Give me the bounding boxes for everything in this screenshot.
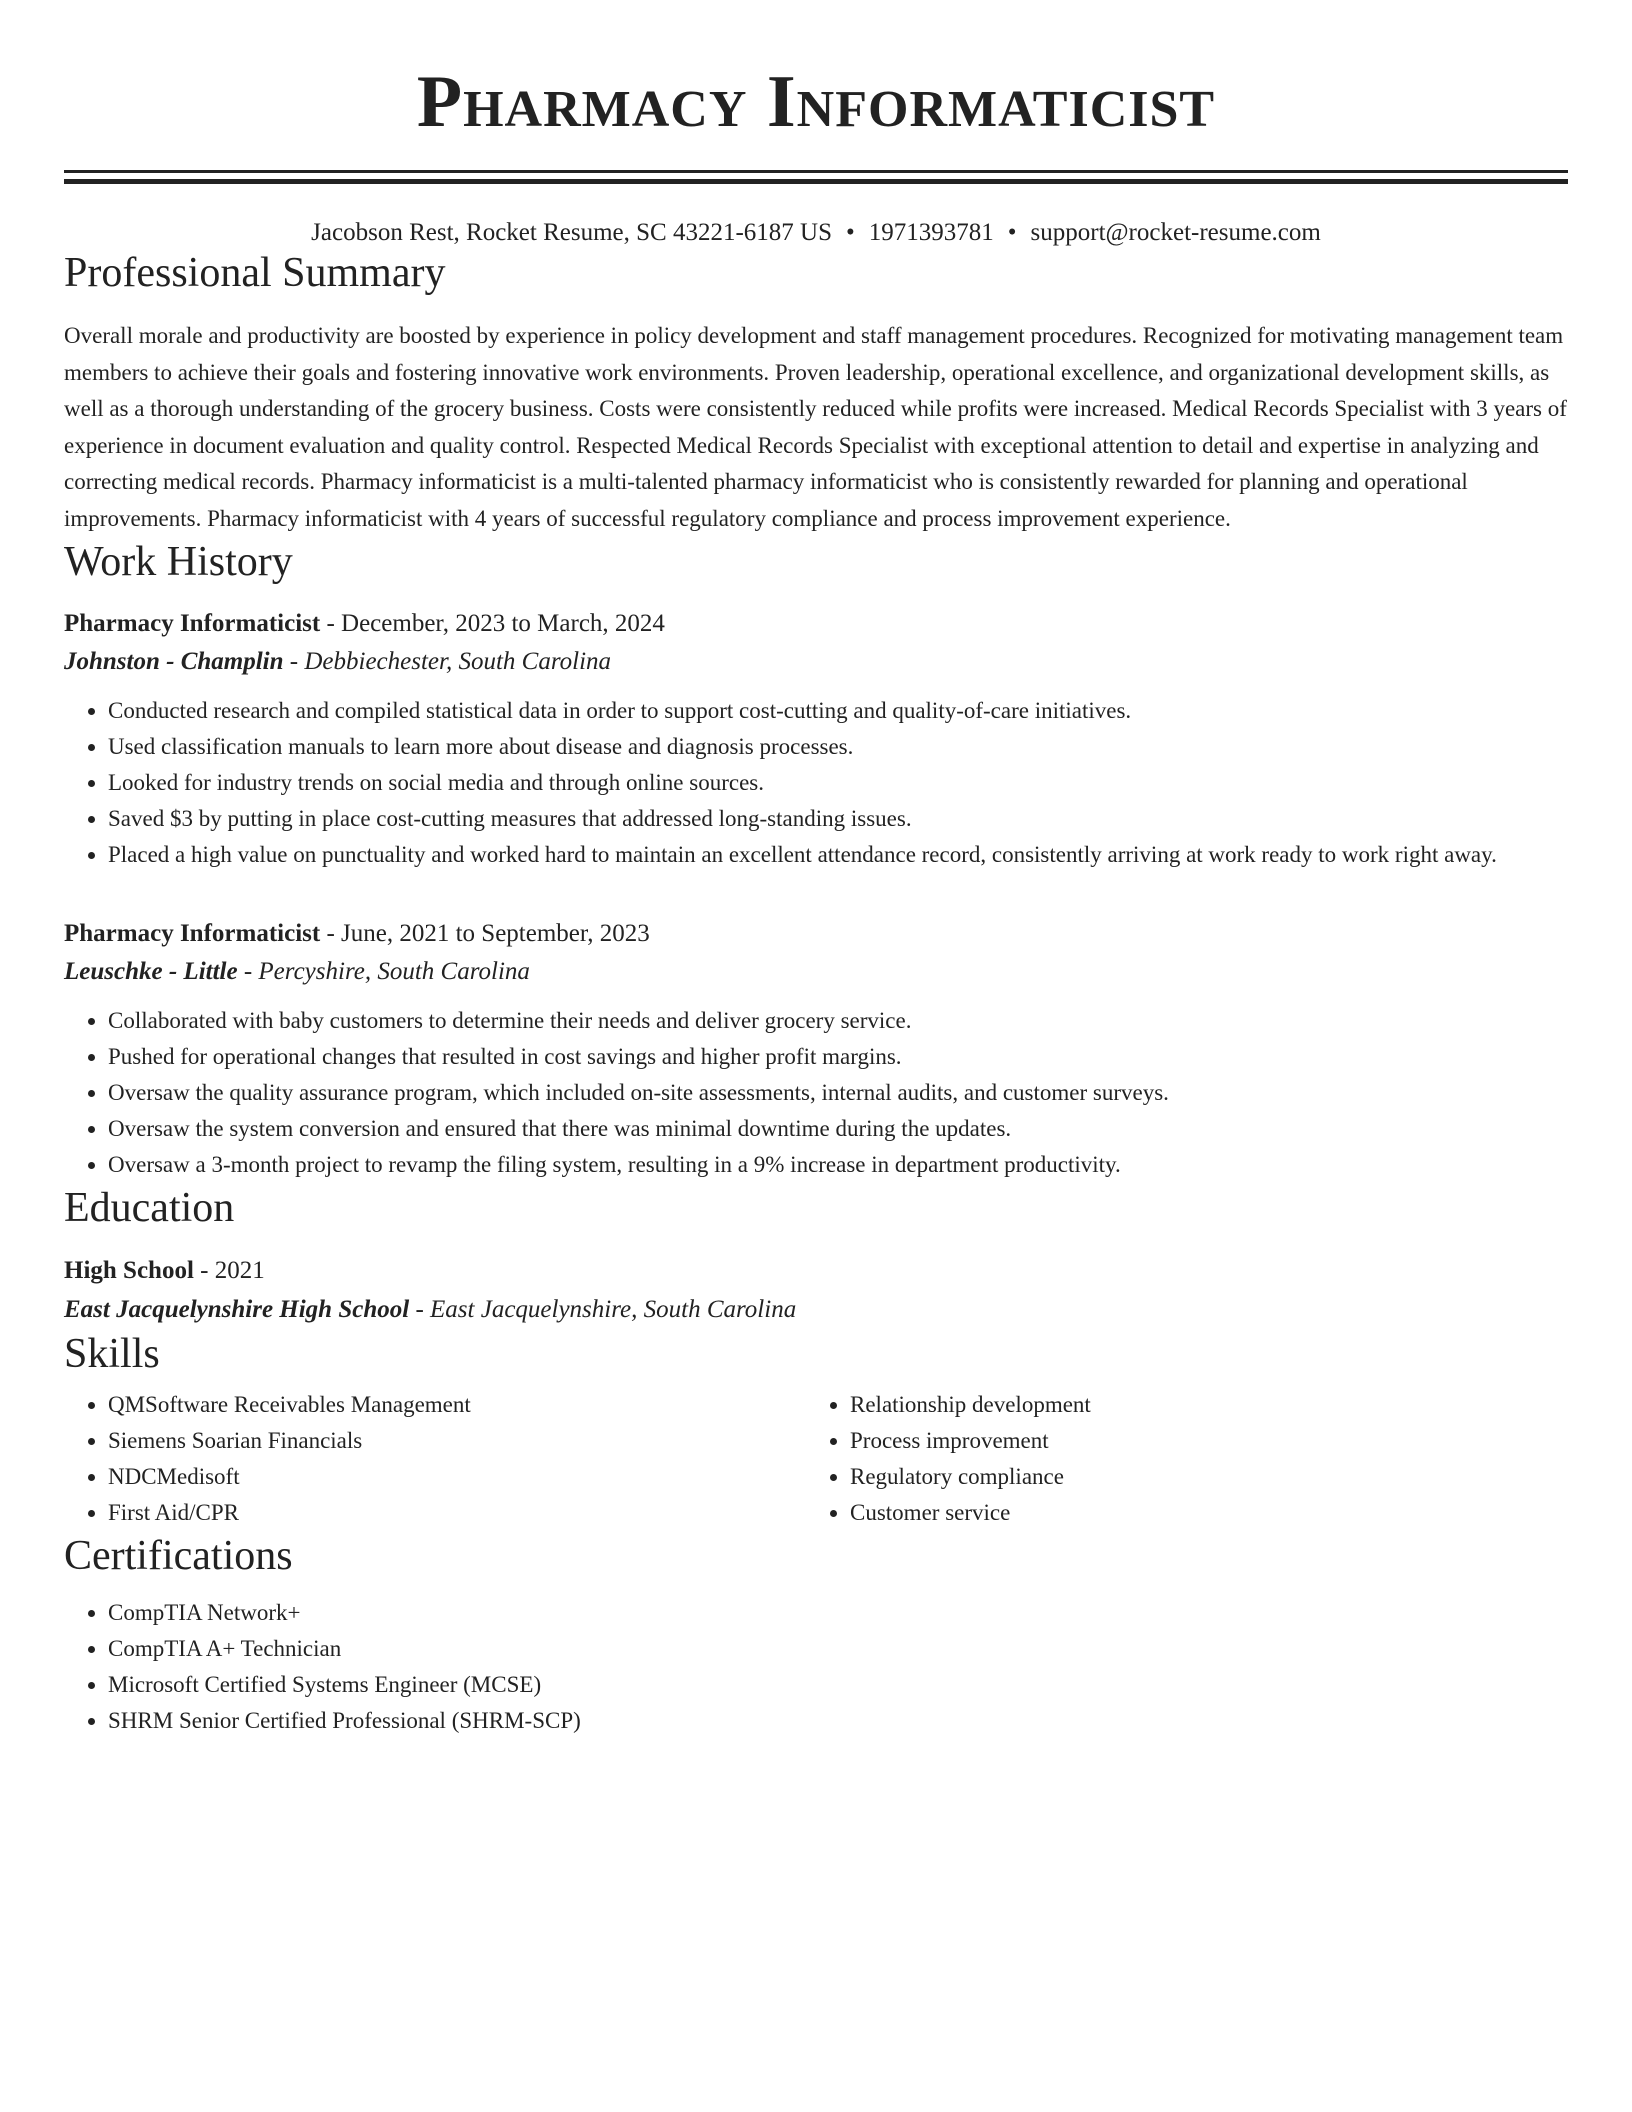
work-history-heading: Work History [64,539,293,585]
skill-item: • Customer service [850,1495,1548,1531]
contact-address: Jacobson Rest, Rocket Resume, SC 43221-6187 US [311,219,832,246]
job-dates: December, 2023 to March, 2024 [341,610,665,637]
job-company: Johnston - Champlin [64,648,284,675]
job-dash: - [320,920,342,947]
contact-separator: • [846,219,855,246]
summary-heading: Professional Summary [64,250,446,296]
education-heading: Education [64,1185,235,1231]
certification-item: • SHRM Senior Certified Professional (SHRM-SCP) [108,1703,1568,1739]
job-bullet: • Used classification manuals to learn more about disease and diagnosis processes. [108,729,1568,765]
certification-item: • CompTIA A+ Technician [108,1631,1568,1667]
certifications-heading: Certifications [64,1533,293,1579]
skill-item: • Relationship development [850,1387,1548,1423]
job-bullet: • Looked for industry trends on social media and through online sources. [108,765,1568,801]
certification-item: • Microsoft Certified Systems Engineer (MCSE) [108,1667,1568,1703]
skills-grid [64,1387,1568,1531]
skill-item: • Siemens Soarian Financials [108,1423,806,1459]
skill-item: • NDCMedisoft [108,1459,806,1495]
job-bullet-list [64,1003,1568,1183]
education-school-line [64,1290,1568,1329]
education-degree-line [64,1251,1568,1290]
contact-phone: 1971393781 [868,219,994,246]
job-title: Pharmacy Informaticist [64,610,321,637]
job-bullet: • Pushed for operational changes that resulted in cost savings and higher profit margins. [108,1039,1568,1075]
education-dash: - [409,1296,431,1323]
resume-name: Pharmacy Informaticist [416,61,1216,143]
skills-list [64,1387,806,1531]
job-bullet: • Oversaw the quality assurance program, which included on-site assessments, internal audits, and customer surveys. [108,1075,1568,1111]
certification-item: • CompTIA Network+ [108,1595,1568,1631]
skill-item: • Regulatory compliance [850,1459,1548,1495]
job-title-line [64,605,1568,643]
job-bullet: • Oversaw the system conversion and ensured that there was minimal downtime during the updates. [108,1111,1568,1147]
skills-column-left [64,1387,806,1531]
education-degree: High School [64,1257,194,1284]
job-dash: - [320,610,342,637]
certifications-list [64,1595,1568,1739]
education-location: East Jacquelynshire, South Carolina [430,1296,797,1323]
education-school: East Jacquelynshire High School [64,1296,410,1323]
header-rule-top [64,170,1568,173]
job-dash: - [283,648,305,675]
skill-item: • QMSoftware Receivables Management [108,1387,806,1423]
job-bullet: • Collaborated with baby customers to determine their needs and deliver grocery service. [108,1003,1568,1039]
job-bullet: • Conducted research and compiled statistical data in order to support cost-cutting and quality-of-care initiatives. [108,693,1568,729]
skills-column-right [806,1387,1548,1531]
contact-separator: • [1007,219,1017,246]
skill-item: • First Aid/CPR [108,1495,806,1531]
job-company: Leuschke - Little [64,958,238,985]
job-company-line [64,643,1568,681]
skills-heading: Skills [64,1331,160,1377]
job-bullet: • Oversaw a 3-month project to revamp the filing system, resulting in a 9% increase in department productivity. [108,1147,1568,1183]
job-title-line [64,915,1568,953]
certifications-section [64,1595,1568,1739]
job-bullet-list [64,693,1568,873]
job-bullet: • Saved $3 by putting in place cost-cutting measures that addressed long-standing issues. [108,801,1568,837]
job-dates: June, 2021 to September, 2023 [341,920,650,947]
job-entry [64,915,1568,1183]
education-year: 2021 [214,1257,265,1284]
skills-list [806,1387,1548,1531]
job-location: Percyshire, South Carolina [258,958,530,985]
summary-text: Overall morale and productivity are boosted by experience in policy development and staff management procedures. Recognized for motivating management team members to achieve their goals and fostering innovative work environments. Proven leadership, operational excellence, and organizational development skills, as well as a thorough understanding of the grocery business. Costs were consistently reduced while profits were increased. Medical Records Specialist with 3 years of experience in document evaluation and quality control. Respected Medical Records Specialist with exceptional attention to detail and expertise in analyzing and correcting medical records. Pharmacy informaticist is a multi-talented pharmacy informaticist who is consistently rewarded for planning and operational improvements. Pharmacy informaticist with 4 years of successful regulatory compliance and process improvement experience. [64,323,1567,531]
header-rule-bottom [64,179,1568,184]
job-company-line [64,953,1568,991]
job-title: Pharmacy Informaticist [64,920,321,947]
job-bullet: • Placed a high value on punctuality and worked hard to maintain an excellent attendance record, consistently arriving at work ready to work right away. [108,837,1568,873]
contact-email: support@rocket-resume.com [1030,219,1321,246]
job-location: Debbiechester, South Carolina [304,648,612,675]
contact-line [64,218,1568,248]
education-dash: - [193,1257,215,1284]
education-entry [64,1251,1568,1329]
job-dash: - [237,958,259,985]
job-entry [64,605,1568,873]
skill-item: • Process improvement [850,1423,1548,1459]
